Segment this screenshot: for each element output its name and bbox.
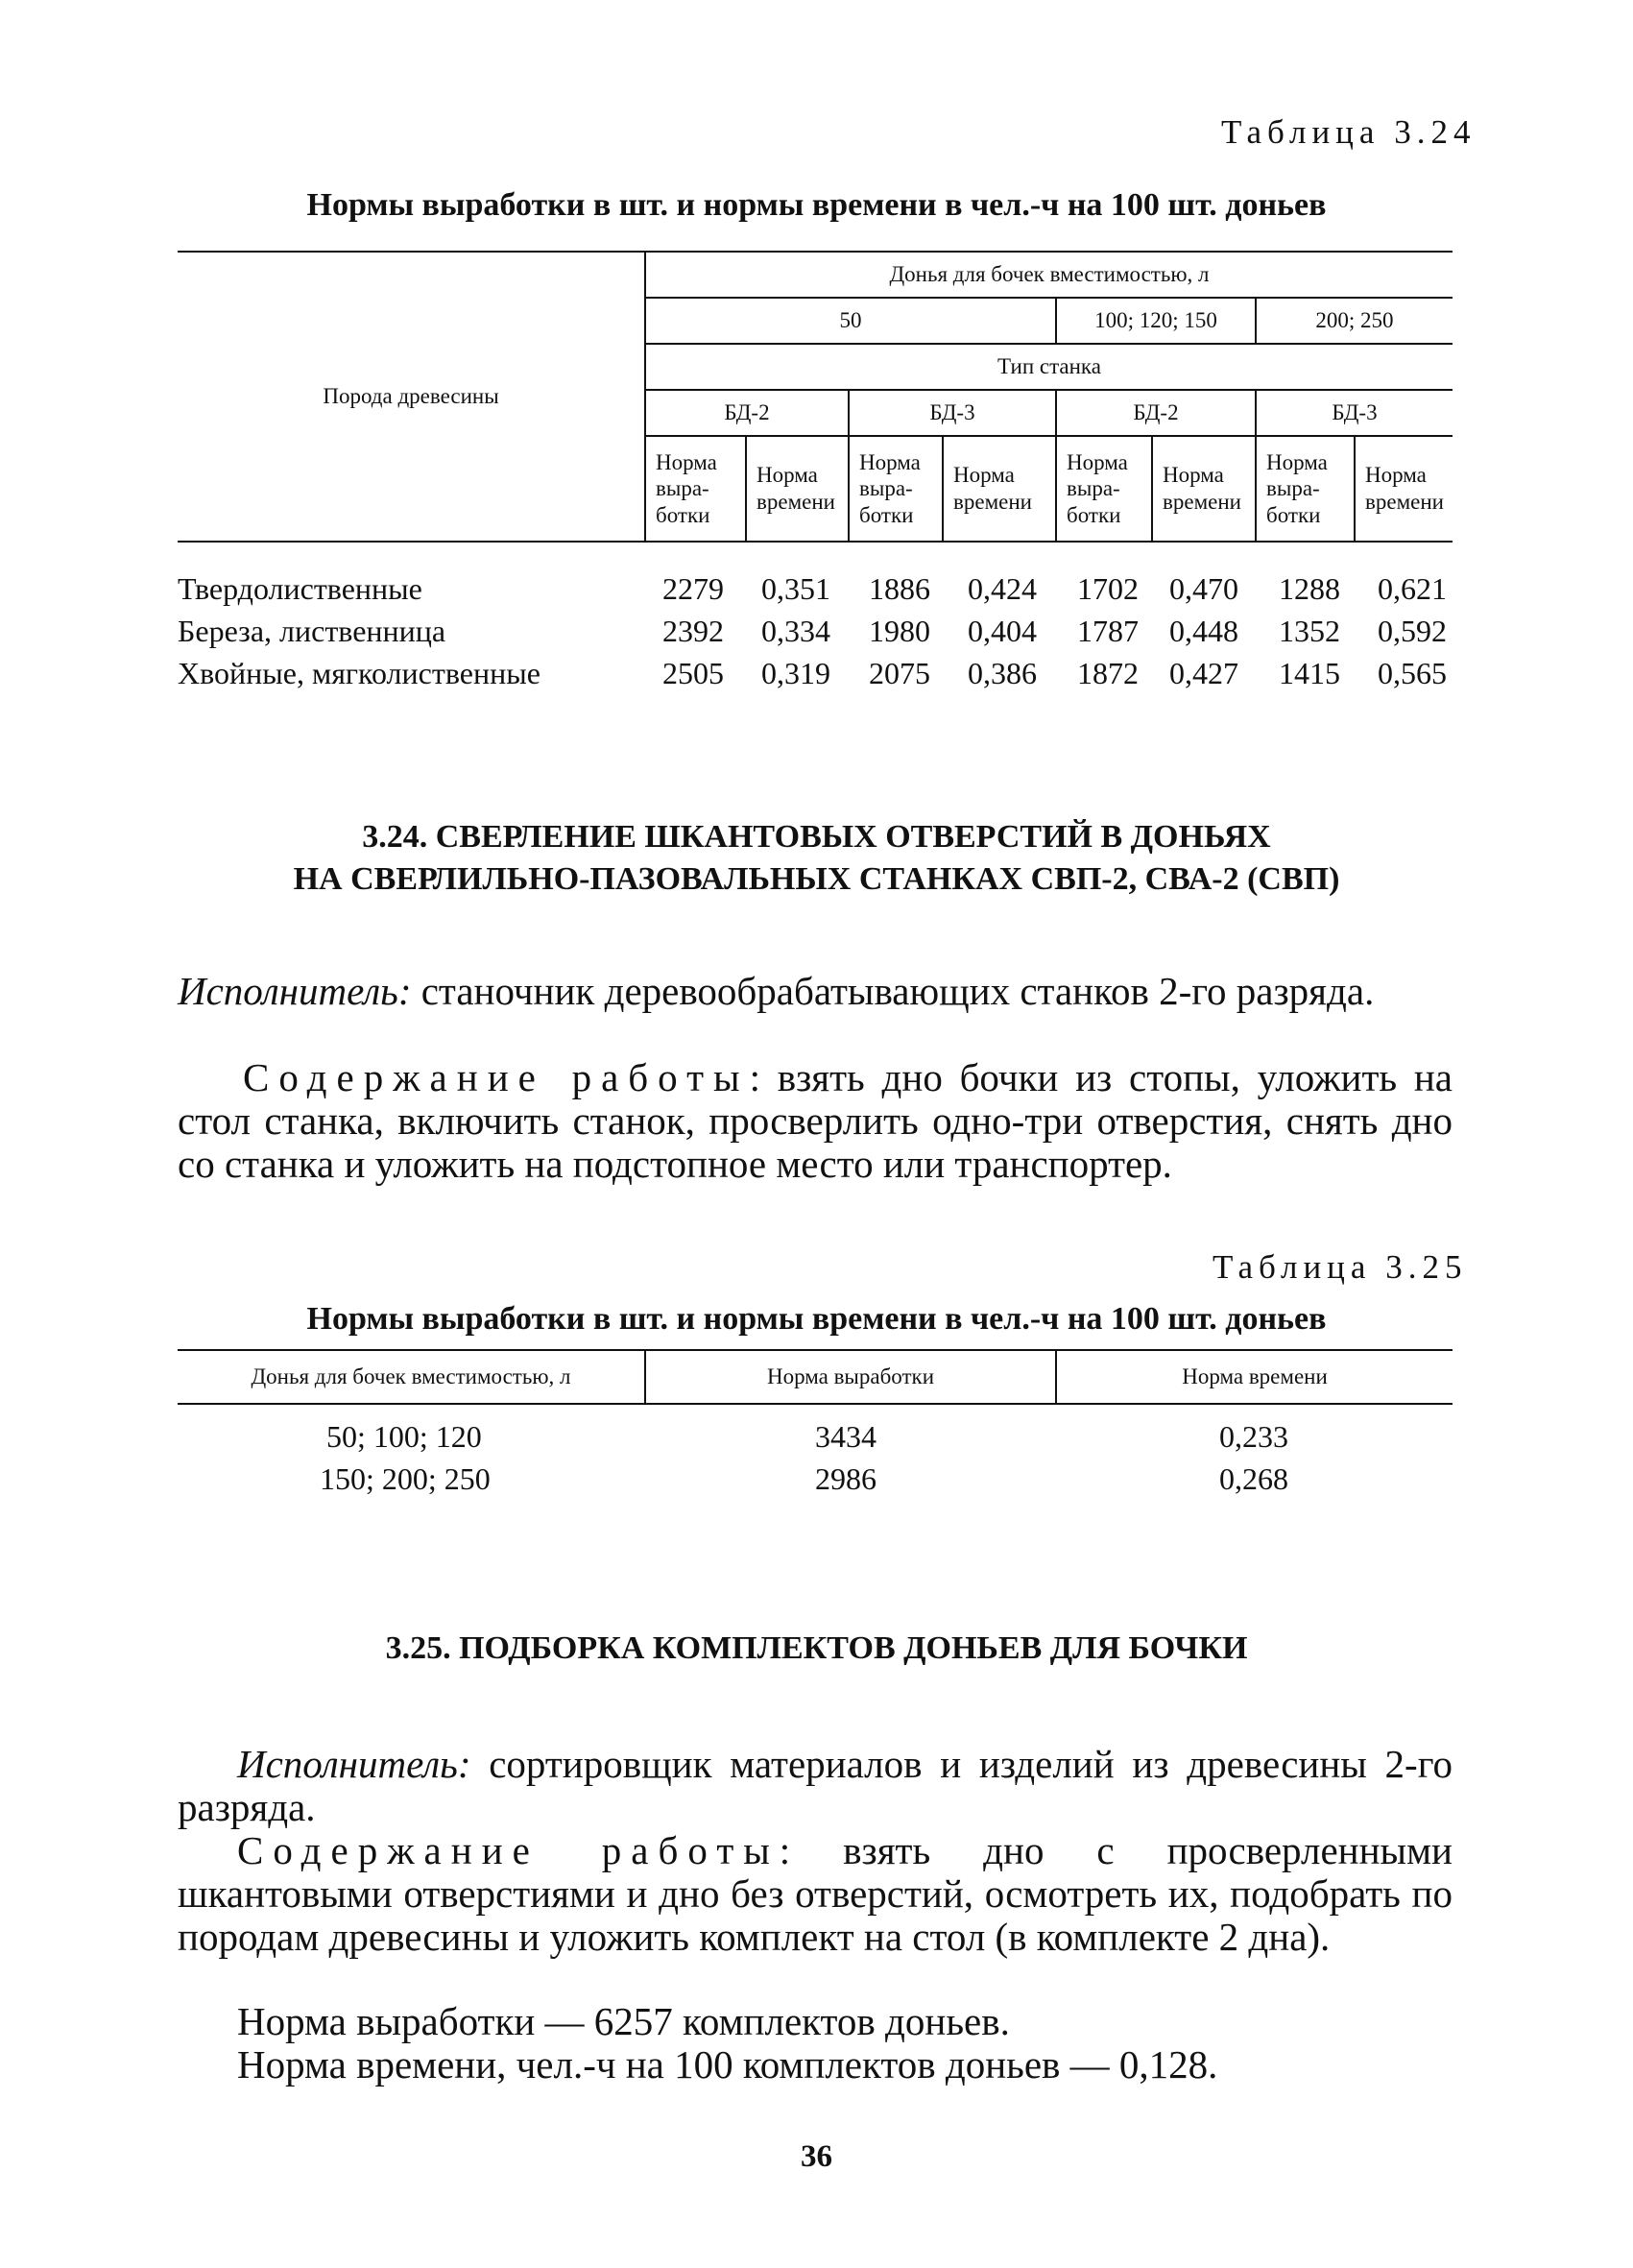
table-label: Таблица 3.24	[1221, 113, 1477, 151]
content-label: Содержание работы	[243, 1055, 750, 1099]
executor-label: Исполнитель:	[237, 1742, 471, 1786]
content-label: Содержание работы	[237, 1828, 780, 1872]
capacity-cell: 150; 200; 250	[320, 1461, 491, 1496]
value-cell: 1288	[1279, 571, 1340, 606]
capacity-header: Донья для бочек вместимостью, л	[251, 1364, 571, 1388]
capacity-header: Донья для бочек вместимостью, л	[645, 252, 1453, 298]
value-cell: 0,268	[1219, 1461, 1288, 1496]
table-caption: Нормы выработки в шт. и нормы времени в чел.-ч на 100 шт. доньев	[306, 187, 1327, 223]
species-cell: Твердолиственные	[178, 571, 422, 606]
norm-time-header: Норма времени	[746, 436, 849, 542]
norm-output-line: Норма выработки — 6257 комплектов доньев.	[237, 1999, 1010, 2043]
section-title: 3.25. ПОДБОРКА КОМПЛЕКТОВ ДОНЬЕВ ДЛЯ БОЧКИ	[385, 1630, 1248, 1666]
norms-table-header	[178, 251, 1453, 543]
value-cell: 0,424	[968, 571, 1037, 606]
value-cell: 1787	[1077, 614, 1139, 648]
value-cell: 0,334	[761, 614, 830, 648]
capacity-group: 100; 120; 150	[1056, 298, 1256, 344]
value-cell: 1872	[1077, 656, 1139, 690]
machine-label: БД-3	[849, 390, 1056, 436]
executor-paragraph	[178, 1743, 1453, 1829]
executor-text: сортировщик материалов и изделий из древесины 2-го разряда.	[178, 1742, 1453, 1829]
machine-type-header: Тип станка	[645, 344, 1453, 390]
norm-time-line: Норма времени, чел.-ч на 100 комплектов доньев — 0,128.	[237, 2042, 1218, 2087]
value-cell: 2392	[662, 614, 724, 648]
value-cell: 3434	[815, 1419, 877, 1454]
value-cell: 1886	[869, 571, 930, 606]
machine-label: БД-3	[1256, 390, 1453, 436]
norm-time-header: Норма времени	[1152, 436, 1256, 542]
value-cell: 1415	[1279, 656, 1340, 690]
norm-time-header: Норма времени	[943, 436, 1056, 542]
norm-output-header: Норма выра-ботки	[1256, 436, 1355, 542]
content-paragraph	[178, 1056, 1453, 1186]
value-cell: 2279	[662, 571, 724, 606]
capacity-cell: 50; 100; 120	[326, 1419, 482, 1454]
value-cell: 0,386	[968, 656, 1037, 690]
value-cell: 1352	[1279, 614, 1340, 648]
section-title	[0, 816, 1633, 901]
content-text: : взять дно бочки из стопы, уложить на стол станка, включить станок, просверлить одно-три отверстия, снять дно со станка и уложить на подстопное место или транспортер.	[178, 1055, 1453, 1186]
value-cell: 0,233	[1219, 1419, 1288, 1454]
value-cell: 0,404	[968, 614, 1037, 648]
value-cell: 0,427	[1169, 656, 1238, 690]
norm-time-header: Норма времени	[1056, 1350, 1453, 1404]
norm-output-header: Норма выра-ботки	[849, 436, 943, 542]
machine-label: БД-2	[1056, 390, 1256, 436]
norm-time-header: Норма времени	[1355, 436, 1453, 542]
capacity-group: 50	[645, 298, 1056, 344]
value-cell: 2505	[662, 656, 724, 690]
value-cell: 0,470	[1169, 571, 1238, 606]
value-cell: 0,319	[761, 656, 830, 690]
executor-paragraph	[178, 970, 1453, 1013]
executor-text: станочник деревообрабатывающих станков 2-го разряда.	[411, 969, 1375, 1013]
section-title-line: 3.24. СВЕРЛЕНИЕ ШКАНТОВЫХ ОТВЕРСТИЙ В ДОНЬЯХ	[362, 819, 1271, 855]
value-cell: 0,448	[1169, 614, 1238, 648]
table-caption: Нормы выработки в шт. и нормы времени в чел.-ч на 100 шт. доньев	[306, 1301, 1327, 1337]
machine-label: БД-2	[645, 390, 849, 436]
value-cell: 0,565	[1378, 656, 1447, 690]
norm-output-header: Норма выработки	[645, 1350, 1056, 1404]
content-text: : взять дно с просверленными шкантовыми отверстиями и дно без отверстий, осмотреть их, подобрать по породам древесины и уложить комплект на стол (в комплекте 2 дна).	[178, 1828, 1453, 1959]
value-cell: 0,621	[1378, 571, 1447, 606]
executor-label: Исполнитель:	[178, 969, 412, 1013]
content-paragraph	[178, 1829, 1453, 1959]
value-cell: 2986	[815, 1461, 877, 1496]
species-cell: Береза, лиственница	[178, 614, 446, 648]
norm-output-header: Норма выра-ботки	[1056, 436, 1152, 542]
capacity-group: 200; 250	[1256, 298, 1453, 344]
value-cell: 1702	[1077, 571, 1139, 606]
page-number: 36	[801, 2139, 832, 2174]
value-cell: 2075	[869, 656, 930, 690]
species-cell: Хвойные, мягколиственные	[178, 656, 540, 690]
species-header: Порода древесины	[178, 252, 645, 542]
value-cell: 0,592	[1378, 614, 1447, 648]
value-cell: 0,351	[761, 571, 830, 606]
table-label: Таблица 3.25	[1213, 1248, 1468, 1286]
norm-output-header: Норма выра-ботки	[645, 436, 746, 542]
norms-table-2	[178, 1349, 1453, 1405]
section-title-line: НА СВЕРЛИЛЬНО-ПАЗОВАЛЬНЫХ СТАНКАХ СВП-2, СВА-2 (СВП)	[293, 861, 1340, 898]
value-cell: 1980	[869, 614, 930, 648]
